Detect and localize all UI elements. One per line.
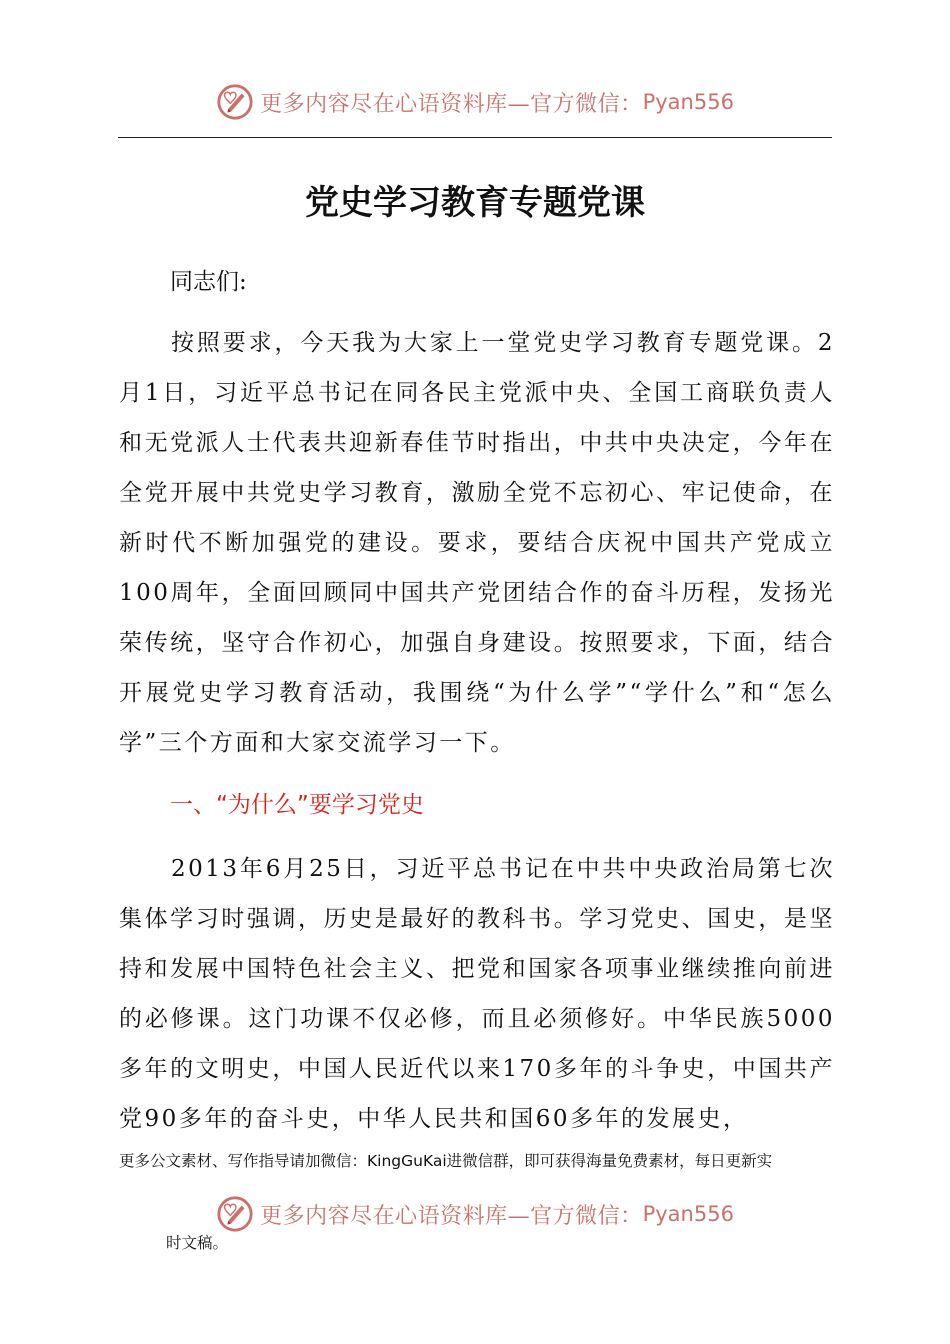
banner-text: 更多内容尽在心语资料库—官方微信：: [260, 1203, 643, 1229]
section-heading-1: 一、“为什么”要学习党史: [170, 792, 424, 818]
banner-text: 更多内容尽在心语资料库—官方微信：: [260, 91, 643, 117]
banner-wechat-id: Pyan556: [642, 90, 734, 114]
greeting: 同志们:: [170, 269, 247, 295]
document-title: 党史学习教育专题党课: [305, 183, 645, 223]
body-paragraph-2: 2013年6月25日，习近平总书记在中共中央政治局第七次集体学习时强调，历史是最好的教科书。学习党史、国史，是坚持和发展中国特色社会主义、把党和国家各项事业继续推向前进的必修课。这门功课不仅必修，而且必须修好。中华民族5000多年的文明史，中国人民近代以来170多年的斗争史，中国共产党90多年的奋斗史，中华人民共和国60多年的发展史，: [119, 856, 835, 1132]
pen-heart-logo-icon: [216, 1195, 254, 1233]
body-paragraph-1: 按照要求，今天我为大家上一堂党史学习教育专题党课。2月1日，习近平总书记在同各民主党派中央、全国工商联负责人和无党派人士代表共迎新春佳节时指出，中共中央决定，今年在全党开展中共党史学习教育，激励全党不忘初心、牢记使命，在新时代不断加强党的建设。要求，要结合庆祝中国共产党成立100周年，全面回顾同中国共产党团结合作的奋斗历程，发扬光荣传统，坚守合作初心，加强自身建设。按照要求，下面，结合开展党史学习教育活动，我围绕“为什么学”“学什么”和“怎么学”三个方面和大家交流学习一下。: [119, 330, 835, 756]
footer-note: 更多公文素材、写作指导请加微信：KingGuKai进微信群，即可获得海量免费素材，每日更新实: [119, 1152, 773, 1170]
header-watermark-banner: [0, 80, 950, 124]
banner-wechat-id: Pyan556: [642, 1202, 734, 1226]
footer-note-tail: 时文稿。: [166, 1234, 229, 1252]
header-divider: [118, 137, 832, 138]
pen-heart-logo-icon: [216, 83, 254, 121]
footer-watermark-banner: [0, 1192, 950, 1236]
